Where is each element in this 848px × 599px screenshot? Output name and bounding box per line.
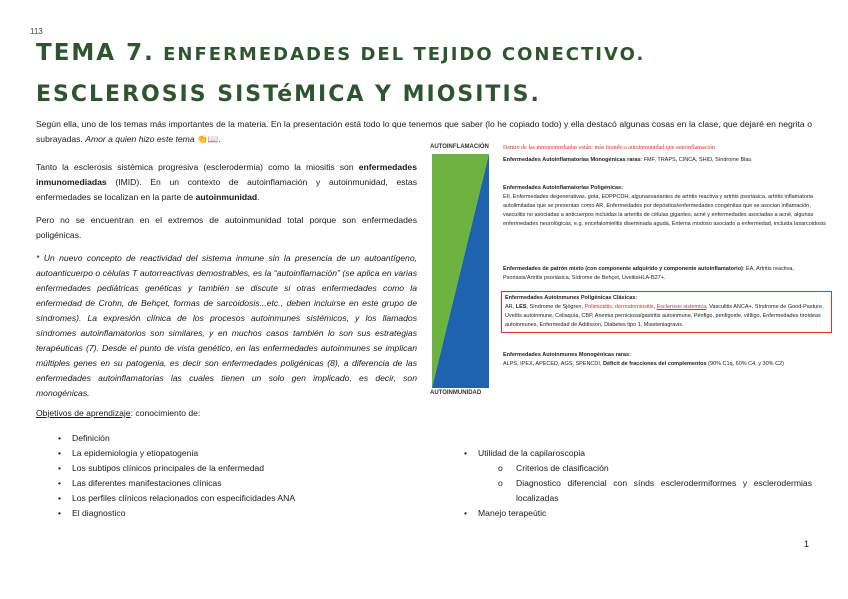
- block4-les: LES: [515, 304, 527, 310]
- bullet-icon: •: [464, 448, 468, 458]
- list-item-text: Los subtipos clínicos principales de la enfermedad: [72, 463, 265, 473]
- list-item: [58, 476, 295, 491]
- bullet-icon: •: [58, 508, 62, 518]
- block3-text: : EA, Artritis reactiva, Psoriasis/Artritis psoriásica, Sídrome de Behçet, UveitisHLA-B27+.: [503, 266, 794, 281]
- bullet-icon: •: [58, 448, 62, 458]
- block3-title: Enfermedades de patrón mixto (con componente adquirido y componente autoinflamatorio): [503, 266, 743, 272]
- list-item-text: Los perfiles clínicos relacionados con especificidades ANA: [72, 493, 296, 503]
- sub-list-item-text: Criterios de clasificación: [516, 463, 609, 473]
- page-title: [36, 40, 645, 66]
- list-item-text: La epidemiología y etiopatogenia: [72, 448, 199, 458]
- block4-text-e: ,: [653, 304, 657, 310]
- bullet-icon: •: [464, 508, 468, 518]
- list-item: [464, 446, 812, 461]
- block-patron-mixto: [503, 265, 828, 283]
- figure-top-label: AUTOINFLAMACIÓN: [430, 144, 489, 150]
- figure-heading: Dentro de las inmunomediadas están: más tirando a autoinmunidad que autoinflamación: [503, 145, 715, 151]
- block-autoinflamatorias-poligenicas: [503, 184, 828, 229]
- bullet-icon: •: [58, 433, 62, 443]
- block2-text: EII, Enfermedades degenerativas, gota, EDPPCDH, algunasvariantes de artritis reactiva y artritis psoriásica, artritis inflamatoria autolimitadas que se presentan como AR, Enfermedades por depósitos/enfermedades congénitas que se asocian inflamación, vasculitis no asociadas a anticuerpos incluidas la arteritis de células gigantes, acné y enfermedades asociadas a acné, algunas enfermedades neurológicas, e.g. encefalomielitis diseminada aguda, Eritema modoso asociado a enfermedad, incluida lasarcoidosis: [503, 194, 826, 227]
- spectrum-bar-graphic: [432, 154, 489, 388]
- paragraph-imid: [36, 160, 417, 205]
- intro-paragraph: [36, 117, 812, 147]
- block5-text: [503, 360, 828, 369]
- title-subject: ENFERMEDADES DEL TEJIDO CONECTIVO.: [154, 44, 646, 65]
- intro-italic: Amor a quien hizo este tema: [85, 134, 195, 144]
- sub-bullet-icon: o: [498, 478, 503, 488]
- block2-title: Enfermedades Autoinflamatorias Poligénicas:: [503, 185, 623, 191]
- block-autoinflamatorias-monogenicas: [503, 156, 828, 165]
- list-item-text: Manejo terapeútic: [478, 508, 547, 518]
- block4-title: Enfermedades Autoinmunes Poligénicas Clásicas:: [505, 295, 638, 301]
- immune-spectrum-figure: [430, 144, 828, 402]
- block4-esclerosis: Esclerosis sistemica: [656, 304, 707, 310]
- list-item-text: Utilidad de la capilaroscopia: [478, 448, 586, 458]
- list-item: [58, 491, 296, 506]
- block5-title: Enfermedades Autoinmunes Monogénicas raras:: [503, 352, 631, 358]
- block5-text-c: (90% C1q, 60% C4, y 30% C2): [706, 361, 784, 367]
- objectives-label: Objetivos de aprendizaje: [36, 408, 131, 418]
- block5-text-a: ALPS, IPEX, APECED, AGS, SPENCDI,: [503, 361, 603, 367]
- intro-text: Según ella, uno de los temas más importantes de la materia. En la presentación está todo lo que tenemos que saber (lo he copiado todo) y ella destacó algunas cosas en la clase, que dejaré en negrita o subrayadas.: [36, 119, 812, 144]
- sub-list-item-text: Diagnostico diferencial con sínds esclerodermiformes y esclerodermias localizadas: [516, 478, 812, 503]
- para2-bold-imid: enfermedades inmunomediadas: [36, 162, 417, 187]
- block4-text-c: , Síndrome de Sjögren,: [526, 304, 585, 310]
- list-item-text: Definición: [72, 433, 110, 443]
- block1-text: : FMF, TRAPS, CINCA, SHID, Síndrome Blau: [640, 157, 752, 163]
- list-item: [464, 506, 812, 521]
- block1-title: Enfermedades Autoinflamatorias Monogénicas raras: [503, 157, 641, 163]
- block-autoinmunes-monogenicas: [503, 351, 828, 369]
- bullet-icon: •: [58, 478, 62, 488]
- list-item: [58, 431, 295, 446]
- block4-miositis: Polimiositis, dermatomiositis: [584, 304, 654, 310]
- list-item: [58, 506, 295, 521]
- bullet-icon: •: [58, 493, 62, 503]
- header-page-number: 113: [30, 27, 43, 36]
- objectives-list-right-2: [464, 506, 812, 521]
- list-item-text: El diagnostico: [72, 508, 126, 518]
- paragraph-autoinflamacion-note: * Un nuevo concepto de reactividad del sistema inmune sin la presencia de un autoantígeno, autoanticuerpo o células T autorreactivas demostrables, es la “autoinflamación” (se aplica en varias enfermedades pediátricas genéticas y también se discute si otras enfermedades como la enfermedad de Crohn, de Behçet, formas de sarcoidosis...etc., deben incluirse en este grupo de síndromes). La expresión clínica de los procesos autoinmunes sistémicos, y los llamados síndromes autoinflamatorios son similares, y en muchos casos también lo son sus estrategias terapéuticas (7). Desde el punto de vista genético, en las enfermedades autoinmunes se implican múltiples genes en su patogenia, es decir son enfermedades poligénicas (8), a diferencia de las enfermedades autoinflamatorias las cuales tienen un solo gen implicado, es decir, son monogénicas.: [36, 253, 417, 398]
- objectives-list-left: [58, 431, 296, 521]
- block4-text-g: , Vasculitis ANCA+, Síndrome de Good-Pasture, Uveítis autoinmune, Celiaquía, CBP, Anemia perniciosa/gastritis autoinmune, Pénfigo, penfigoide, vitíligo, Enfermedades tiroideas autoinmunes, Enfermedad de Addisson, Diabetes tipo 1, Miasteniagravis.: [505, 304, 824, 328]
- title-topic: TEMA 7.: [36, 40, 155, 66]
- objectives-heading: [36, 408, 200, 418]
- para2-text-e: .: [257, 192, 260, 202]
- list-item: [58, 461, 295, 476]
- para2-text-a: Tanto la esclerosis sistémica progresiva (esclerodermia) como la miositis son: [36, 162, 359, 172]
- list-item: [58, 446, 295, 461]
- paragraph-poligenicas: Pero no se encuentran en el extremos de autoinmunidad total porque son enfermedades poligénicas.: [36, 215, 417, 240]
- block4-text-a: AR,: [505, 304, 516, 310]
- objectives-list-right: [464, 446, 812, 461]
- footer-page-number: 1: [804, 539, 810, 549]
- intro-emoji: 👏📖.: [197, 134, 221, 144]
- block5-complemento: Déficit de fracciones del complementos: [602, 361, 707, 367]
- page-subtitle: ESCLEROSIS SISTéMICA Y MIOSITIS.: [36, 82, 541, 107]
- para2-bold-autoinmunidad: autoinmunidad: [195, 192, 258, 202]
- objectives-rest: : conocimiento de:: [130, 408, 201, 418]
- block-autoinmunes-poligenicas: [501, 291, 832, 333]
- para2-text-c: (IMID). En un contexto de autoinflamación y autoinmunidad, estas enfermedades se localizan en la parte de: [36, 177, 417, 202]
- block4-text: [505, 303, 828, 330]
- list-item-text: Las diferentes manifestaciones clínicas: [72, 478, 222, 488]
- sub-bullet-icon: o: [498, 463, 503, 473]
- figure-bottom-label: AUTOINMUNIDAD: [430, 390, 482, 396]
- bullet-icon: •: [58, 463, 62, 473]
